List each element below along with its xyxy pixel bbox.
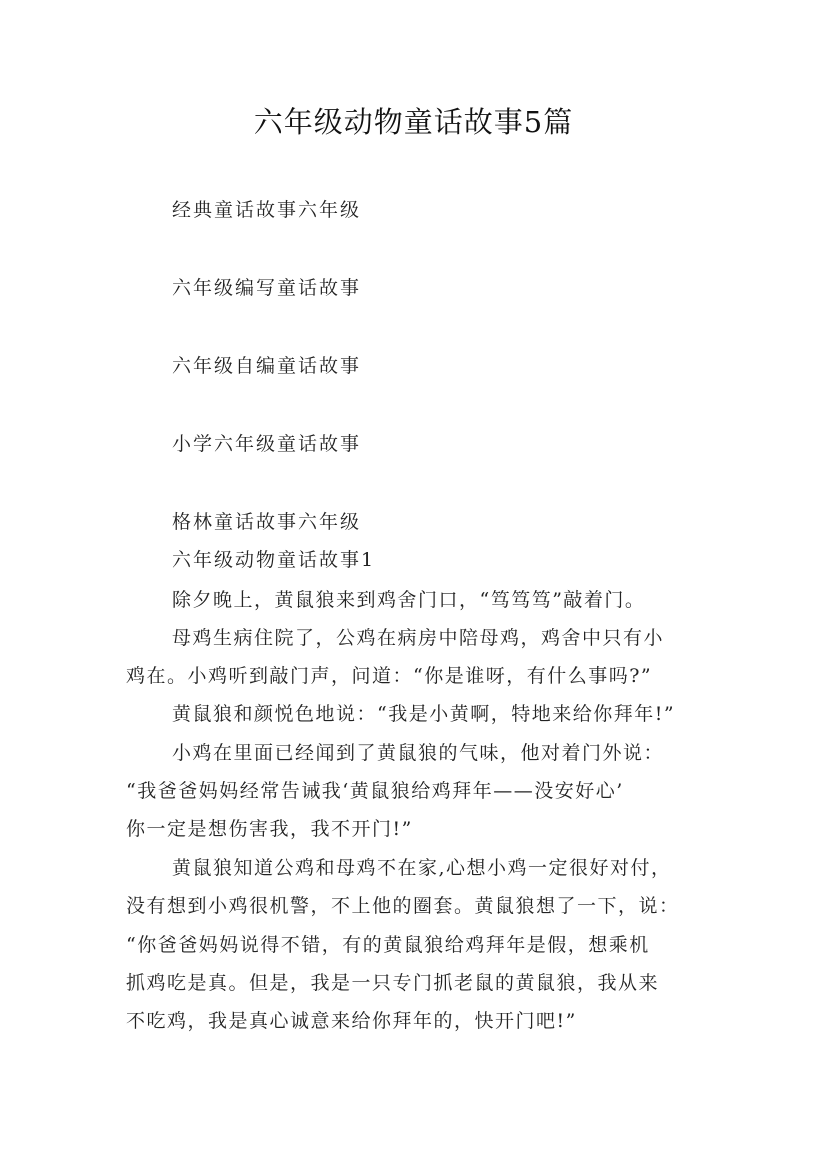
paragraph-line: 不吃鸡，我是真心诚意来给你拜年的，快开门吧!” [126,1010,577,1032]
section-heading: 六年级动物童话故事1 [172,549,376,571]
paragraph-line: 黄鼠狼知道公鸡和母鸡不在家,心想小鸡一定很好对付， [172,857,672,879]
paragraph-line: 没有想到小鸡很机警，不上他的圈套。黄鼠狼想了一下，说： [126,895,680,917]
related-link-5[interactable]: 格林童话故事六年级 [172,511,362,533]
paragraph-line: 黄鼠狼和颜悦色地说：“我是小黄啊，特地来给你拜年!” [172,703,676,725]
related-link-2[interactable]: 六年级编写童话故事 [172,277,362,299]
paragraph-line: 小鸡在里面已经闻到了黄鼠狼的气味，他对着门外说： [172,742,665,764]
related-link-3[interactable]: 六年级自编童话故事 [172,355,362,377]
document-title: 六年级动物童话故事5篇 [253,105,574,139]
paragraph-line: “我爸爸妈妈经常告诫我‘黄鼠狼给鸡拜年——没安好心’ [126,780,624,802]
paragraph-line: 除夕晚上，黄鼠狼来到鸡舍门口，“笃笃笃”敲着门。 [172,589,646,611]
paragraph-line: 母鸡生病住院了，公鸡在病房中陪母鸡，鸡舍中只有小 [172,627,665,649]
paragraph-line: 你一定是想伤害我，我不开门!” [126,818,413,840]
related-link-1[interactable]: 经典童话故事六年级 [172,199,362,221]
related-link-4[interactable]: 小学六年级童话故事 [172,433,362,455]
paragraph-line: 抓鸡吃是真。但是，我是一只专门抓老鼠的黄鼠狼，我从来 [126,972,660,994]
paragraph-line: “你爸爸妈妈说得不错，有的黄鼠狼给鸡拜年是假，想乘机 [126,934,650,956]
paragraph-line: 鸡在。小鸡听到敲门声，问道：“你是谁呀，有什么事吗?” [126,665,653,687]
